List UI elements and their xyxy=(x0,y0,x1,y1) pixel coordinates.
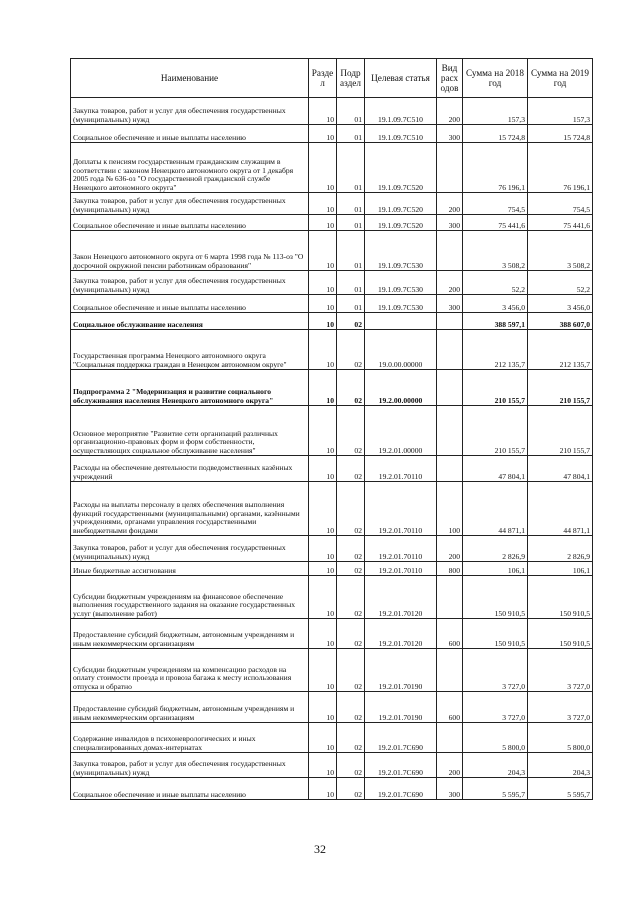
cell-name: Закупка товаров, работ и услуг для обеспечения государственных (муниципальных) нужд xyxy=(71,271,309,295)
cell-article: 19.2.01.7С690 xyxy=(365,753,437,778)
cell-sum2018: 150 910,5 xyxy=(463,619,528,649)
cell-kind xyxy=(437,649,463,692)
cell-kind xyxy=(437,723,463,753)
cell-sum2018: 3 727,0 xyxy=(463,692,528,723)
cell-sum2019: 3 456,0 xyxy=(528,295,593,313)
cell-section: 10 xyxy=(309,215,337,231)
cell-sum2018: 44 871,1 xyxy=(463,482,528,536)
table-row xyxy=(71,98,593,125)
cell-section: 10 xyxy=(309,778,337,800)
cell-sum2019: 3 508,2 xyxy=(528,231,593,271)
cell-kind: 300 xyxy=(437,215,463,231)
table-row xyxy=(71,125,593,143)
cell-sum2018: 5 800,0 xyxy=(463,723,528,753)
cell-sum2018: 2 826,9 xyxy=(463,536,528,562)
cell-subsection: 02 xyxy=(337,406,365,456)
table-row xyxy=(71,271,593,295)
cell-name: Расходы на обеспечение деятельности подведомственных казённых учреждений xyxy=(71,456,309,482)
cell-name: Содержание инвалидов в психоневрологических и иных специализированных домах-интернатах xyxy=(71,723,309,753)
cell-section: 10 xyxy=(309,98,337,125)
cell-subsection: 02 xyxy=(337,753,365,778)
table-row xyxy=(71,231,593,271)
cell-sum2019: 15 724,8 xyxy=(528,125,593,143)
cell-article: 19.2.01.7С690 xyxy=(365,723,437,753)
cell-sum2018: 210 155,7 xyxy=(463,370,528,406)
cell-section: 10 xyxy=(309,619,337,649)
cell-sum2018: 754,5 xyxy=(463,193,528,215)
cell-subsection: 01 xyxy=(337,98,365,125)
cell-article: 19.2.01.70190 xyxy=(365,692,437,723)
header-article: Целевая статья xyxy=(365,59,437,98)
table-row xyxy=(71,313,593,330)
cell-article xyxy=(365,313,437,330)
header-sum-2019: Сумма на 2019 год xyxy=(528,59,593,98)
cell-name: Субсидии бюджетным учреждениям на компенсацию расходов на оплату стоимости проезда и провоза багажа к месту использования отпуска и обратно xyxy=(71,649,309,692)
cell-subsection: 02 xyxy=(337,692,365,723)
cell-article: 19.1.09.7С510 xyxy=(365,125,437,143)
cell-subsection: 02 xyxy=(337,536,365,562)
cell-kind: 200 xyxy=(437,193,463,215)
cell-name: Социальное обслуживание населения xyxy=(71,313,309,330)
table-row xyxy=(71,406,593,456)
cell-kind xyxy=(437,370,463,406)
cell-sum2019: 47 804,1 xyxy=(528,456,593,482)
cell-article: 19.1.09.7С520 xyxy=(365,193,437,215)
cell-subsection: 02 xyxy=(337,649,365,692)
cell-kind: 200 xyxy=(437,98,463,125)
cell-section: 10 xyxy=(309,482,337,536)
table-row xyxy=(71,482,593,536)
cell-section: 10 xyxy=(309,723,337,753)
cell-sum2018: 388 597,1 xyxy=(463,313,528,330)
cell-article: 19.2.01.70110 xyxy=(365,562,437,576)
cell-name: Предоставление субсидий бюджетным, автономным учреждениям и иным некоммерческим организациям xyxy=(71,692,309,723)
cell-sum2019: 754,5 xyxy=(528,193,593,215)
cell-article: 19.2.00.00000 xyxy=(365,370,437,406)
cell-subsection: 02 xyxy=(337,576,365,619)
cell-kind xyxy=(437,330,463,370)
cell-subsection: 01 xyxy=(337,295,365,313)
cell-section: 10 xyxy=(309,330,337,370)
cell-sum2018: 76 196,1 xyxy=(463,143,528,193)
cell-section: 10 xyxy=(309,576,337,619)
cell-kind: 800 xyxy=(437,562,463,576)
cell-sum2019: 5 595,7 xyxy=(528,778,593,800)
cell-section: 10 xyxy=(309,649,337,692)
cell-sum2019: 5 800,0 xyxy=(528,723,593,753)
cell-sum2018: 75 441,6 xyxy=(463,215,528,231)
page-number: 32 xyxy=(314,842,326,856)
table-row xyxy=(71,649,593,692)
table-row xyxy=(71,723,593,753)
cell-name: Закупка товаров, работ и услуг для обеспечения государственных (муниципальных) нужд xyxy=(71,98,309,125)
cell-article: 19.1.09.7С530 xyxy=(365,295,437,313)
cell-sum2019: 3 727,0 xyxy=(528,649,593,692)
cell-sum2019: 388 607,0 xyxy=(528,313,593,330)
cell-section: 10 xyxy=(309,193,337,215)
cell-kind: 200 xyxy=(437,753,463,778)
cell-kind: 200 xyxy=(437,271,463,295)
cell-name: Субсидии бюджетным учреждениям на финансовое обеспечение выполнения государственного задания на оказание государственных услуг (выполнение работ) xyxy=(71,576,309,619)
cell-subsection: 01 xyxy=(337,143,365,193)
table-row xyxy=(71,193,593,215)
cell-article: 19.0.00.00000 xyxy=(365,330,437,370)
header-sum-2018: Сумма на 2018 год xyxy=(463,59,528,98)
cell-sum2018: 157,3 xyxy=(463,98,528,125)
cell-subsection: 01 xyxy=(337,215,365,231)
cell-kind xyxy=(437,313,463,330)
header-subsection: Подр аздел xyxy=(337,59,365,98)
cell-sum2018: 210 155,7 xyxy=(463,406,528,456)
cell-sum2019: 150 910,5 xyxy=(528,619,593,649)
cell-section: 10 xyxy=(309,295,337,313)
cell-section: 10 xyxy=(309,562,337,576)
cell-article: 19.2.01.70190 xyxy=(365,649,437,692)
table-row xyxy=(71,370,593,406)
cell-article: 19.2.01.70120 xyxy=(365,619,437,649)
header-kind: Вид расх одов xyxy=(437,59,463,98)
cell-sum2019: 52,2 xyxy=(528,271,593,295)
cell-sum2018: 5 595,7 xyxy=(463,778,528,800)
cell-article: 19.1.09.7С510 xyxy=(365,98,437,125)
cell-sum2018: 3 508,2 xyxy=(463,231,528,271)
table-row xyxy=(71,215,593,231)
cell-subsection: 02 xyxy=(337,723,365,753)
cell-kind: 600 xyxy=(437,619,463,649)
cell-sum2019: 210 155,7 xyxy=(528,370,593,406)
cell-sum2019: 212 135,7 xyxy=(528,330,593,370)
cell-section: 10 xyxy=(309,456,337,482)
cell-section: 10 xyxy=(309,125,337,143)
cell-name: Государственная программа Ненецкого автономного округа "Социальная поддержка граждан в Ненецком автономном округе" xyxy=(71,330,309,370)
cell-kind xyxy=(437,143,463,193)
cell-sum2019: 204,3 xyxy=(528,753,593,778)
header-name: Наименование xyxy=(71,59,309,98)
cell-kind: 200 xyxy=(437,536,463,562)
cell-kind xyxy=(437,456,463,482)
cell-sum2019: 150 910,5 xyxy=(528,576,593,619)
cell-sum2019: 44 871,1 xyxy=(528,482,593,536)
cell-section: 10 xyxy=(309,536,337,562)
table-row xyxy=(71,295,593,313)
cell-section: 10 xyxy=(309,313,337,330)
cell-name: Социальное обеспечение и иные выплаты населению xyxy=(71,778,309,800)
cell-subsection: 02 xyxy=(337,562,365,576)
cell-article: 19.2.01.70110 xyxy=(365,482,437,536)
cell-sum2018: 47 804,1 xyxy=(463,456,528,482)
table-row xyxy=(71,143,593,193)
cell-name: Подпрограмма 2 "Модернизация и развитие социального обслуживания населения Ненецкого автономного округа" xyxy=(71,370,309,406)
cell-article: 19.2.01.7С690 xyxy=(365,778,437,800)
table-row xyxy=(71,330,593,370)
cell-kind xyxy=(437,406,463,456)
cell-sum2018: 106,1 xyxy=(463,562,528,576)
cell-article: 19.2.01.70110 xyxy=(365,456,437,482)
cell-name: Предоставление субсидий бюджетным, автономным учреждениям и иным некоммерческим организациям xyxy=(71,619,309,649)
cell-kind: 300 xyxy=(437,778,463,800)
cell-subsection: 01 xyxy=(337,193,365,215)
cell-sum2019: 210 155,7 xyxy=(528,406,593,456)
cell-sum2018: 52,2 xyxy=(463,271,528,295)
cell-sum2018: 212 135,7 xyxy=(463,330,528,370)
cell-name: Доплаты к пенсиям государственным гражданским служащим в соответствии с законом Ненецкого автономного округа от 1 декабря 2005 года № 636-оз "О государственной гражданской службе Ненецкого автономного округа" xyxy=(71,143,309,193)
cell-section: 10 xyxy=(309,692,337,723)
cell-sum2019: 75 441,6 xyxy=(528,215,593,231)
cell-sum2019: 2 826,9 xyxy=(528,536,593,562)
cell-subsection: 02 xyxy=(337,370,365,406)
cell-name: Социальное обеспечение и иные выплаты населению xyxy=(71,215,309,231)
table-body xyxy=(71,98,593,800)
cell-subsection: 02 xyxy=(337,619,365,649)
cell-kind xyxy=(437,576,463,619)
cell-kind xyxy=(437,231,463,271)
cell-sum2019: 157,3 xyxy=(528,98,593,125)
cell-name: Закупка товаров, работ и услуг для обеспечения государственных (муниципальных) нужд xyxy=(71,193,309,215)
table-row xyxy=(71,536,593,562)
cell-name: Закон Ненецкого автономного округа от 6 марта 1998 года № 113-оз "О досрочной окружной пенсии работникам образования" xyxy=(71,231,309,271)
cell-name: Закупка товаров, работ и услуг для обеспечения государственных (муниципальных) нужд xyxy=(71,536,309,562)
cell-subsection: 01 xyxy=(337,271,365,295)
cell-section: 10 xyxy=(309,406,337,456)
cell-sum2018: 204,3 xyxy=(463,753,528,778)
cell-subsection: 02 xyxy=(337,482,365,536)
cell-sum2019: 106,1 xyxy=(528,562,593,576)
cell-article: 19.1.09.7С530 xyxy=(365,271,437,295)
table-row xyxy=(71,778,593,800)
cell-section: 10 xyxy=(309,271,337,295)
cell-section: 10 xyxy=(309,231,337,271)
header-section: Разде л xyxy=(309,59,337,98)
cell-article: 19.2.01.70120 xyxy=(365,576,437,619)
cell-name: Социальное обеспечение и иные выплаты населению xyxy=(71,125,309,143)
cell-sum2019: 3 727,0 xyxy=(528,692,593,723)
table-row xyxy=(71,576,593,619)
table-header-row xyxy=(71,59,593,98)
cell-subsection: 02 xyxy=(337,778,365,800)
cell-section: 10 xyxy=(309,753,337,778)
cell-sum2018: 3 727,0 xyxy=(463,649,528,692)
table-row xyxy=(71,562,593,576)
cell-subsection: 01 xyxy=(337,125,365,143)
cell-sum2019: 76 196,1 xyxy=(528,143,593,193)
cell-name: Основное мероприятие "Развитие сети организаций различных организационно-правовых форм и форм собственности, осуществляющих социальное обслуживание населения" xyxy=(71,406,309,456)
cell-article: 19.2.01.00000 xyxy=(365,406,437,456)
cell-kind: 300 xyxy=(437,125,463,143)
cell-subsection: 02 xyxy=(337,313,365,330)
cell-article: 19.2.01.70110 xyxy=(365,536,437,562)
cell-kind: 600 xyxy=(437,692,463,723)
cell-article: 19.1.09.7С530 xyxy=(365,231,437,271)
cell-sum2018: 15 724,8 xyxy=(463,125,528,143)
cell-subsection: 01 xyxy=(337,231,365,271)
cell-kind: 300 xyxy=(437,295,463,313)
cell-name: Иные бюджетные ассигнования xyxy=(71,562,309,576)
table-row xyxy=(71,456,593,482)
cell-article: 19.1.09.7С520 xyxy=(365,143,437,193)
budget-table xyxy=(70,58,593,800)
cell-sum2018: 150 910,5 xyxy=(463,576,528,619)
cell-sum2018: 3 456,0 xyxy=(463,295,528,313)
cell-name: Социальное обеспечение и иные выплаты населению xyxy=(71,295,309,313)
table-row xyxy=(71,619,593,649)
table-row xyxy=(71,753,593,778)
cell-kind: 100 xyxy=(437,482,463,536)
cell-section: 10 xyxy=(309,370,337,406)
table-row xyxy=(71,692,593,723)
cell-name: Закупка товаров, работ и услуг для обеспечения государственных (муниципальных) нужд xyxy=(71,753,309,778)
cell-subsection: 02 xyxy=(337,330,365,370)
cell-article: 19.1.09.7С520 xyxy=(365,215,437,231)
cell-subsection: 02 xyxy=(337,456,365,482)
cell-section: 10 xyxy=(309,143,337,193)
cell-name: Расходы на выплаты персоналу в целях обеспечения выполнения функций государственными (муниципальными) органами, казёнными учреждениями, органами управления государственными внебюджетными фондами xyxy=(71,482,309,536)
